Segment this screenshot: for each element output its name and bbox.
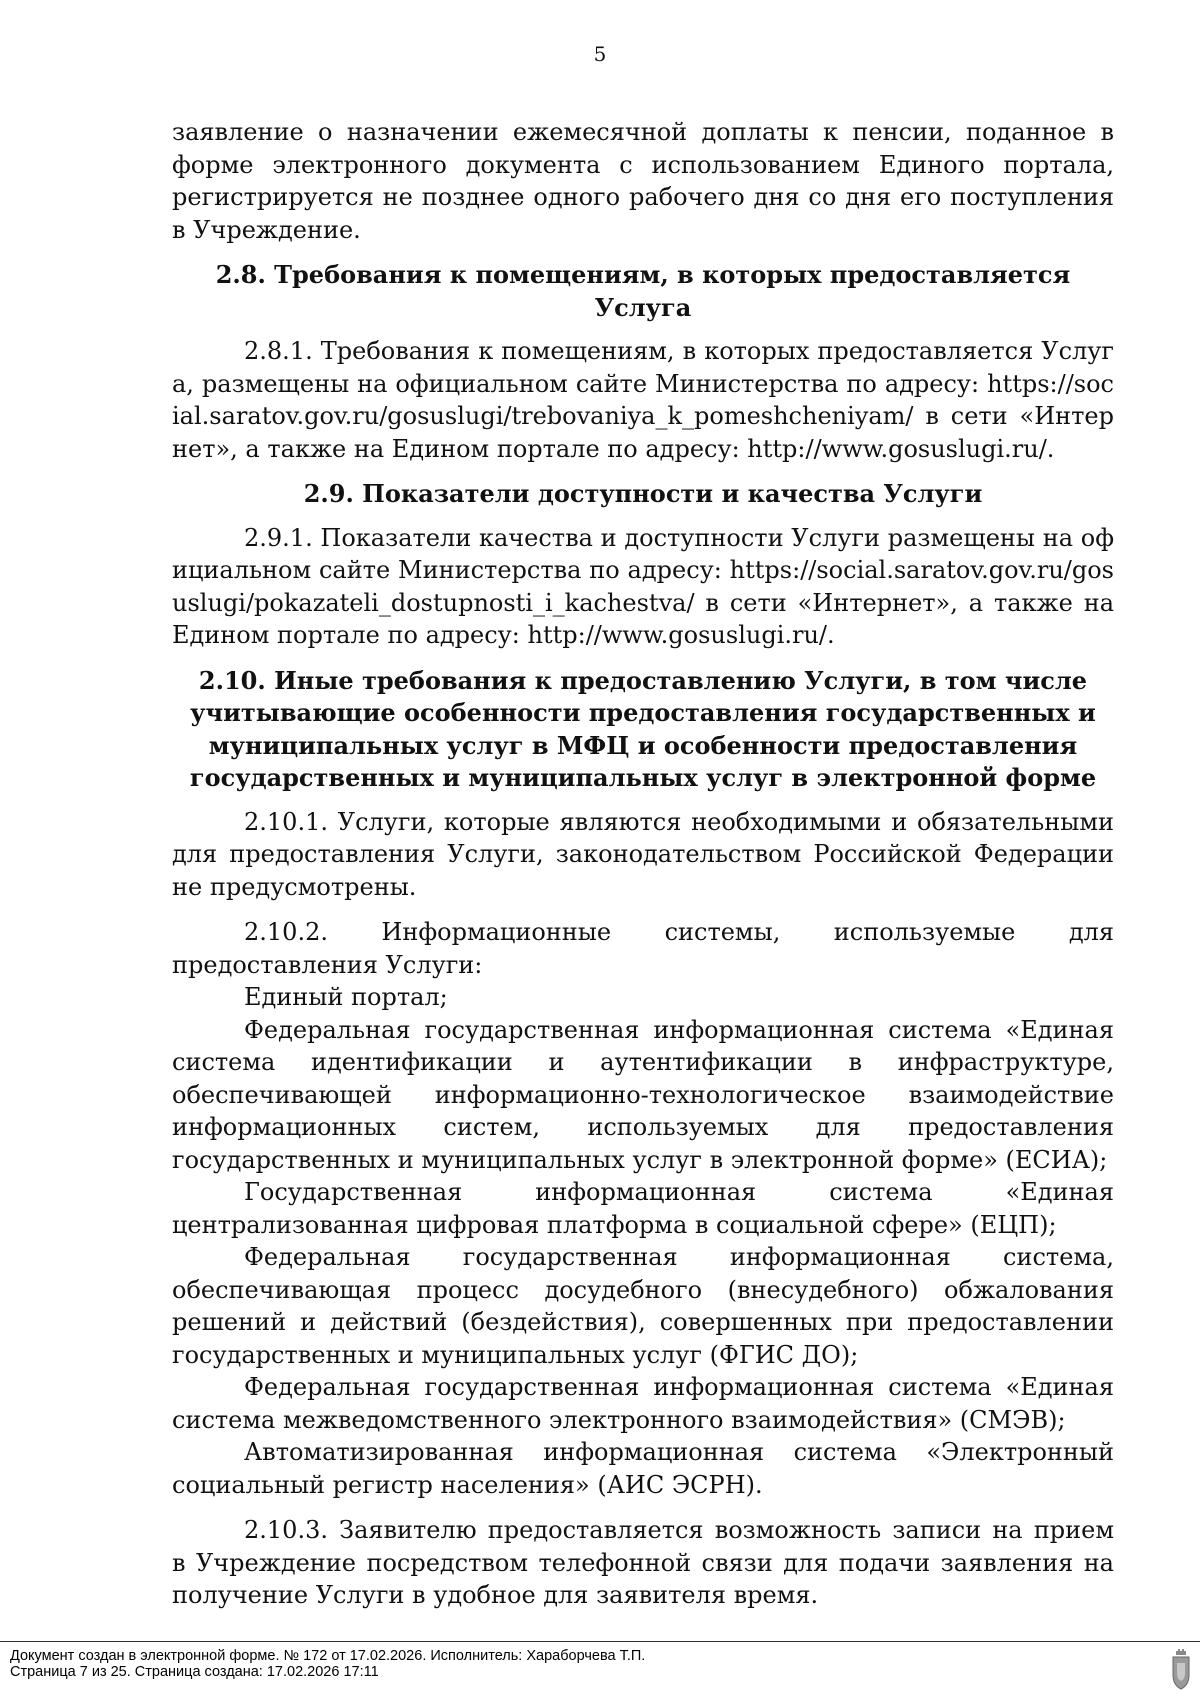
section-heading-2-9: 2.9. Показатели доступности и качества Услуги — [303, 479, 983, 508]
footer — [10, 1648, 1150, 1680]
list-item-system: Федеральная государственная информационная система, обеспечивающая процесс досудебного (внесудебного) обжалования решений и действий (бездействия), совершенных при предоставлении государственных и муниципальных услуг (ФГИС ДО); — [172, 1243, 1114, 1369]
page-number: 5 — [593, 42, 607, 66]
list-item-system: Автоматизированная информационная система «Электронный социальный регистр населения» (АИС ЭСРН). — [172, 1438, 1114, 1499]
footer-divider — [0, 1641, 1200, 1642]
list-item-system: Государственная информационная система «Единая централизованная цифровая платформа в социальной сфере» (ЕЦП); — [172, 1178, 1114, 1239]
footer-document-info: Документ создан в электронной форме. № 172 от 17.02.2026. Исполнитель: Хараборчева Т.П. — [10, 1648, 646, 1664]
paragraph-continuation: заявление о назначении ежемесячной доплаты к пенсии, поданное в форме электронного документа с использованием Единого портала, регистрируется не позднее одного рабочего дня со дня его поступления в Учреждение. — [172, 118, 1114, 244]
list-item-system: Единый портал; — [244, 983, 448, 1011]
coat-of-arms-icon — [1170, 1649, 1192, 1691]
document-body — [172, 116, 1114, 1612]
footer-page-info: Страница 7 из 25. Страница создана: 17.02.2026 17:11 — [10, 1664, 379, 1680]
paragraph-2-10-1: 2.10.1. Услуги, которые являются необходимыми и обязательными для предоставления Услуги, законодательством Российской Федерации не предусмотрены. — [172, 807, 1114, 901]
paragraph-2-10-2: 2.10.2. Информационные системы, используемые для предоставления Услуги: — [172, 918, 1114, 979]
paragraph-2-8-1: 2.8.1. Требования к помещениям, в которых предоставляется Услуга, размещены на официальном сайте Министерства по адресу: https://social.saratov.gov.ru/gosuslugi/trebovaniya_k_pomeshcheniyam/ в сети «Интернет», а также на Едином портале по адресу: http://www.gosuslugi.ru/. — [172, 337, 1114, 463]
paragraph-2-9-1: 2.9.1. Показатели качества и доступности Услуги размещены на официальном сайте Министерства по адресу: https://social.saratov.gov.ru/gosuslugi/pokazateli_dostupnosti_i_kachestva/ в сети «Интернет», а также на Едином портале по адресу: http://www.gosuslugi.ru/. — [172, 523, 1114, 649]
section-heading-2-8: 2.8. Требования к помещениям, в которых предоставляется Услуга — [215, 260, 1071, 322]
list-item-system: Федеральная государственная информационная система «Единая система межведомственного электронного взаимодействия» (СМЭВ); — [172, 1373, 1114, 1434]
list-item-system: Федеральная государственная информационная система «Единая система идентификации и аутентификации в инфраструктуре, обеспечивающей информационно-технологическое взаимодействие информационных систем, используемых для предоставления государственных и муниципальных услуг в электронной форме» (ЕСИА); — [172, 1015, 1114, 1174]
section-heading-2-10: 2.10. Иные требования к предоставлению Услуги, в том числе учитывающие особенности предоставления государственных и муниципальных услуг в МФЦ и особенности предоставления государственных и муниципальных услуг в электронной форме — [189, 665, 1097, 792]
paragraph-2-10-3: 2.10.3. Заявителю предоставляется возможность записи на прием в Учреждение посредством телефонной связи для подачи заявления на получение Услуги в удобное для заявителя время. — [172, 1516, 1114, 1609]
